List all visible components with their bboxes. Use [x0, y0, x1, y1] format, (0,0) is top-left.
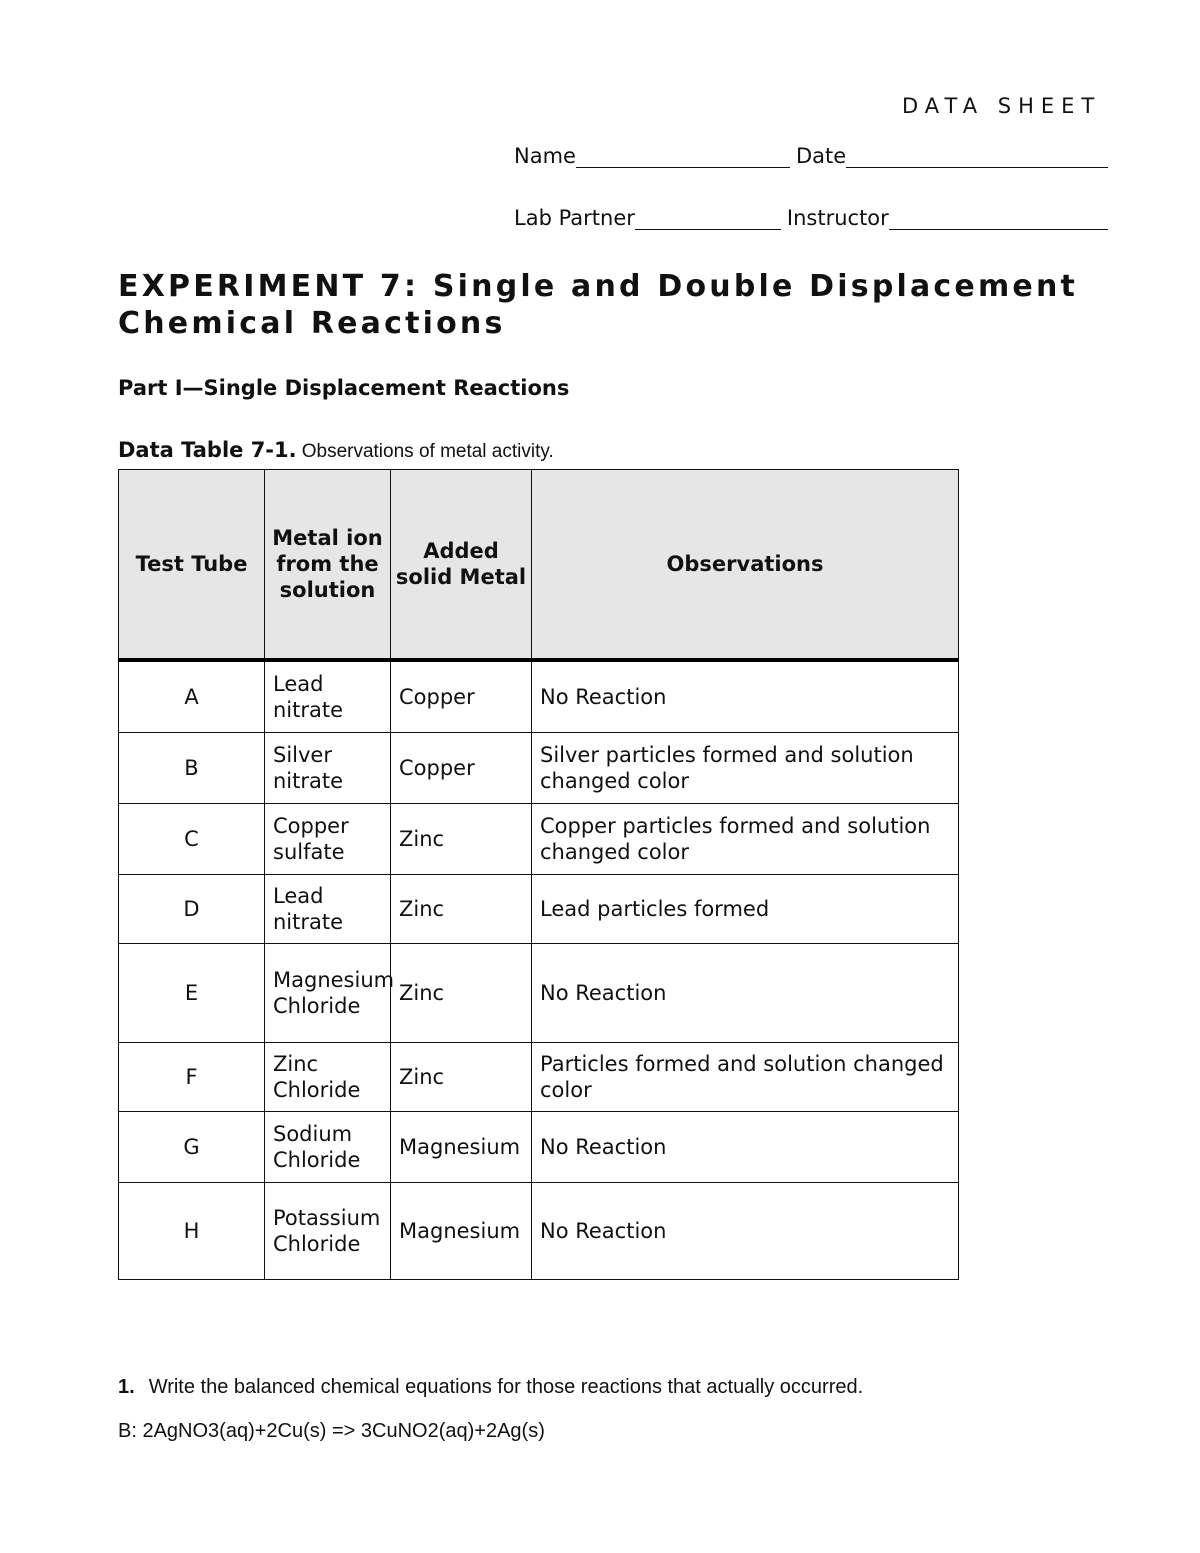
cell-observations: Lead particles formed [532, 875, 959, 944]
cell-added-metal: Magnesium [391, 1112, 532, 1183]
cell-added-metal: Zinc [391, 1043, 532, 1112]
cell-observations: Silver particles formed and solution changed color [532, 733, 959, 804]
table-row [119, 944, 959, 1043]
date-label: Date [795, 144, 847, 168]
cell-metal-ion: Lead nitrate [265, 660, 391, 733]
table-row [119, 733, 959, 804]
header-test-tube: Test Tube [119, 470, 265, 661]
question-text: Write the balanced chemical equations for those reactions that actually occurred. [148, 1376, 864, 1398]
cell-added-metal: Magnesium [391, 1183, 532, 1280]
cell-test-tube: B [119, 733, 265, 804]
cell-added-metal: Zinc [391, 944, 532, 1043]
header-metal-ion: Metal ion from the solution [265, 470, 391, 661]
table-caption [118, 438, 554, 463]
name-label: Name [514, 144, 576, 168]
table-header-row [119, 470, 959, 661]
instructor-label: Instructor [786, 206, 889, 230]
cell-added-metal: Zinc [391, 875, 532, 944]
part-heading: Part I—Single Displacement Reactions [118, 376, 570, 400]
cell-test-tube: A [119, 660, 265, 733]
cell-metal-ion: Sodium Chloride [265, 1112, 391, 1183]
cell-added-metal: Copper [391, 733, 532, 804]
cell-test-tube: G [119, 1112, 265, 1183]
cell-observations: No Reaction [532, 944, 959, 1043]
question-1 [118, 1376, 863, 1399]
name-blank[interactable] [576, 145, 790, 168]
cell-test-tube: D [119, 875, 265, 944]
cell-observations: Particles formed and solution changed color [532, 1043, 959, 1112]
cell-metal-ion: Magnesium Chloride [265, 944, 391, 1043]
date-blank[interactable] [846, 145, 1108, 168]
lab-partner-blank[interactable] [635, 207, 781, 230]
lab-partner-label: Lab Partner [514, 206, 635, 230]
table-caption-label: Data Table 7-1. [118, 438, 297, 462]
cell-added-metal: Copper [391, 660, 532, 733]
table-row [119, 1112, 959, 1183]
cell-observations: No Reaction [532, 660, 959, 733]
cell-observations: Copper particles formed and solution changed color [532, 804, 959, 875]
table-row [119, 1183, 959, 1280]
question-number: 1. [118, 1376, 135, 1398]
table-row [119, 660, 959, 733]
cell-observations: No Reaction [532, 1183, 959, 1280]
table-row [119, 804, 959, 875]
name-date-row [514, 144, 1108, 168]
cell-added-metal: Zinc [391, 804, 532, 875]
cell-test-tube: E [119, 944, 265, 1043]
instructor-blank[interactable] [889, 207, 1108, 230]
sheet-label: DATA SHEET [902, 94, 1102, 118]
answer-text: B: 2AgNO3(aq)+2Cu(s) => 3CuNO2(aq)+2Ag(s) [118, 1420, 545, 1442]
cell-metal-ion: Zinc Chloride [265, 1043, 391, 1112]
table-caption-text: Observations of metal activity. [301, 441, 554, 462]
cell-test-tube: F [119, 1043, 265, 1112]
cell-observations: No Reaction [532, 1112, 959, 1183]
header-observations: Observations [532, 470, 959, 661]
cell-metal-ion: Potassium Chloride [265, 1183, 391, 1280]
cell-test-tube: C [119, 804, 265, 875]
partner-instructor-row [514, 206, 1108, 230]
cell-metal-ion: Copper sulfate [265, 804, 391, 875]
experiment-title: EXPERIMENT 7: Single and Double Displacement Chemical Reactions [118, 269, 1079, 341]
cell-test-tube: H [119, 1183, 265, 1280]
table-row [119, 875, 959, 944]
table-row [119, 1043, 959, 1112]
cell-metal-ion: Lead nitrate [265, 875, 391, 944]
observations-table [118, 469, 959, 1280]
header-added-metal: Added solid Metal [391, 470, 532, 661]
cell-metal-ion: Silver nitrate [265, 733, 391, 804]
